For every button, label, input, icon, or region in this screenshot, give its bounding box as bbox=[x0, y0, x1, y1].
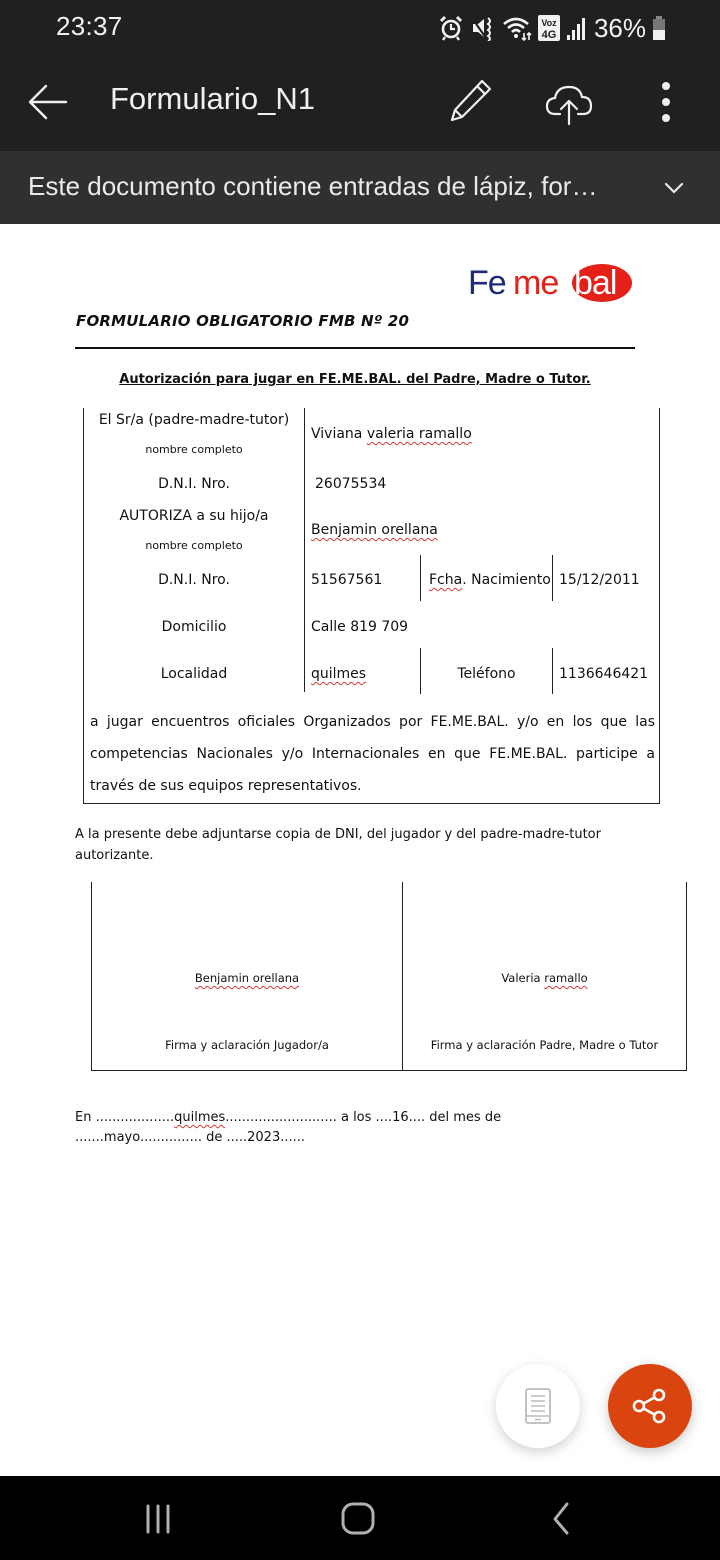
parent-dni-value[interactable]: 26075534 bbox=[315, 476, 387, 492]
place-date-line-2: .......mayo............... de .....2023...... bbox=[75, 1130, 306, 1145]
table-border-col4 bbox=[552, 555, 553, 601]
svg-text:bal: bal bbox=[574, 264, 617, 302]
table-border-bottom bbox=[83, 803, 660, 804]
share-icon bbox=[630, 1386, 670, 1426]
document-page bbox=[0, 224, 720, 1476]
parent-name-value[interactable]: Viviana valeria ramallo bbox=[311, 426, 472, 442]
birth-date-value[interactable]: 15/12/2011 bbox=[559, 572, 640, 588]
home-icon[interactable] bbox=[328, 1498, 388, 1538]
wifi-icon bbox=[502, 15, 532, 41]
svg-text:Voz: Voz bbox=[541, 18, 557, 28]
child-label: AUTORIZA a su hijo/a bbox=[119, 508, 269, 524]
form-subtitle: Autorización para jugar en FE.ME.BAL. del Padre, Madre o Tutor. bbox=[119, 372, 591, 387]
battery-percent: 36% bbox=[593, 12, 646, 43]
reading-view-button[interactable] bbox=[496, 1364, 580, 1448]
status-icons bbox=[438, 12, 666, 44]
alarm-icon bbox=[438, 15, 464, 41]
parent-dni-label: D.N.I. Nro. bbox=[158, 476, 230, 492]
parent-sublabel: nombre completo bbox=[145, 443, 243, 456]
document-title: Formulario_N1 bbox=[110, 81, 316, 116]
app-bar bbox=[0, 56, 720, 151]
banner-text: Este documento contiene entradas de lápiz, for… bbox=[28, 171, 598, 201]
battery-icon bbox=[652, 15, 666, 41]
title-divider bbox=[75, 347, 635, 349]
child-dni-value[interactable]: 51567561 bbox=[311, 572, 383, 588]
child-dni-label: D.N.I. Nro. bbox=[158, 572, 230, 588]
attachment-note: A la presente debe adjuntarse copia de DNI, del jugador y del padre-madre-tutor autorizante. bbox=[75, 827, 601, 863]
child-name-value[interactable]: Benjamin orellana bbox=[311, 522, 438, 538]
player-signature-name[interactable]: Benjamin orellana bbox=[194, 971, 300, 985]
player-signature-caption: Firma y aclaración Jugador/a bbox=[165, 1038, 329, 1052]
table-border-mid bbox=[304, 408, 305, 692]
sig-border-right bbox=[686, 882, 687, 1071]
authorization-paragraph: a jugar encuentros oficiales Organizados por FE.ME.BAL. y/o en los que las competencias Nacionales y/o Internacionales en que FE.ME.BAL. participe a través de sus equipos representativos. bbox=[90, 714, 655, 794]
birth-date-label: Fcha. Nacimiento bbox=[429, 572, 551, 588]
share-button[interactable] bbox=[608, 1364, 692, 1448]
back-nav-icon[interactable] bbox=[530, 1498, 590, 1538]
tutor-signature-caption: Firma y aclaración Padre, Madre o Tutor bbox=[430, 1038, 659, 1052]
info-banner[interactable] bbox=[0, 151, 720, 224]
back-arrow-icon[interactable] bbox=[26, 82, 70, 122]
status-time: 23:37 bbox=[56, 11, 123, 41]
svg-text:me: me bbox=[513, 264, 559, 302]
sig-border-bottom bbox=[91, 1070, 687, 1071]
svg-text:Fe: Fe bbox=[468, 264, 506, 302]
table-border-left bbox=[83, 408, 84, 804]
chevron-down-icon[interactable] bbox=[662, 179, 686, 197]
phone-label: Teléfono bbox=[457, 666, 516, 682]
place-date-line-1: En ...................quilmes........................... a los ....16.... del mes de bbox=[75, 1110, 502, 1125]
phone-value[interactable]: 1136646421 bbox=[559, 666, 649, 682]
address-label: Domicilio bbox=[161, 619, 227, 635]
volte-4g-icon bbox=[538, 15, 560, 41]
form-title: FORMULARIO OBLIGATORIO FMB Nº 20 bbox=[76, 312, 410, 330]
table-border-col3 bbox=[420, 555, 421, 601]
table-border-right bbox=[659, 408, 660, 804]
more-options-icon[interactable] bbox=[652, 80, 680, 126]
reading-view-icon bbox=[524, 1387, 552, 1425]
vibrate-icon bbox=[470, 15, 496, 41]
pencil-edit-icon[interactable] bbox=[448, 78, 494, 124]
table-border-col4b bbox=[552, 648, 553, 694]
svg-text:4G: 4G bbox=[541, 29, 557, 41]
status-bar bbox=[0, 0, 720, 56]
tutor-signature-name[interactable]: Valeria ramallo bbox=[501, 971, 588, 985]
parent-label: El Sr/a (padre-madre-tutor) bbox=[98, 412, 290, 428]
system-nav-bar bbox=[0, 1476, 720, 1560]
address-value[interactable]: Calle 819 709 bbox=[311, 619, 409, 635]
recent-apps-icon[interactable] bbox=[128, 1498, 188, 1538]
child-sublabel: nombre completo bbox=[145, 539, 243, 552]
signal-icon bbox=[566, 15, 586, 41]
femebal-logo bbox=[466, 262, 636, 304]
city-label: Localidad bbox=[160, 666, 228, 682]
city-value[interactable]: quilmes bbox=[311, 666, 367, 682]
cloud-upload-icon[interactable] bbox=[544, 82, 594, 126]
